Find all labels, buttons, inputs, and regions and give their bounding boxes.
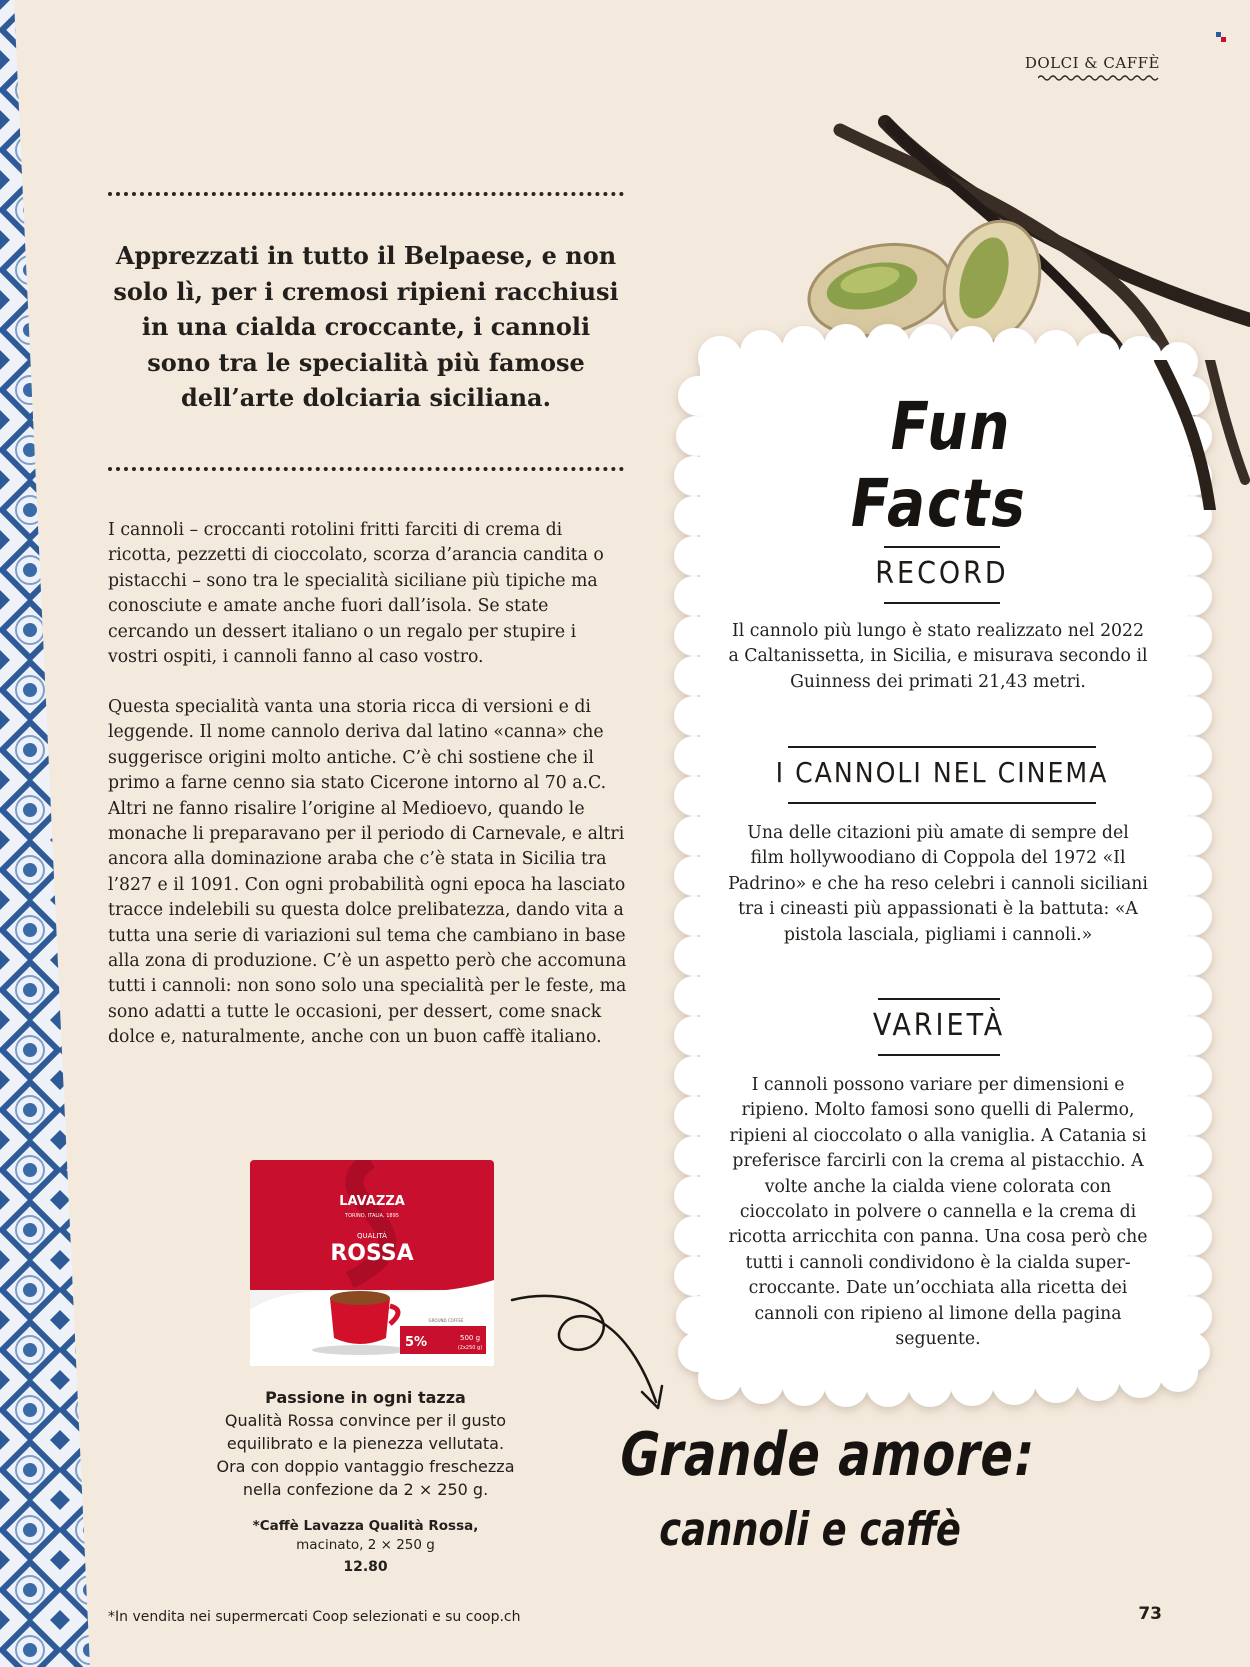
product-name: *Caffè Lavazza Qualità Rossa,: [252, 1518, 479, 1534]
pack-badge: 5%: [404, 1335, 428, 1350]
fact-text-cinema: Una delle citazioni più amate di sempre del film hollywoodiano di Coppola del 1972 «Il Padrino» e che ha reso celebri i cannoli siciliani tra i cineasti più appassionati è la battuta: «A pistola lasciala, pigliami i cannoli.»: [728, 823, 1148, 945]
fact-text-varieta: I cannoli possono variare per dimensioni e ripieno. Molto famosi sono quelli di Palermo, ripieni al cioccolato o alla vaniglia. A Catania si preferisce farcirli con la crema al pistacchio. A volte anche la cialda viene colorata con cioccolato in polvere o cannella e la crema di ricotta arricchita con panna. Una cosa però che tutti i cannoli condividono è la cialda super-croccante. Date un’occhiata alla ricetta dei cannoli con ripieno al limone della pagina seguente.: [728, 1075, 1148, 1350]
fun-facts-title: Fun Facts: [844, 388, 1034, 542]
lavazza-coffee-pack-image: [250, 1160, 494, 1366]
article-paragraph: Questa specialità vanta una storia ricca di versioni e di leggende. Il nome cannolo deriva dal latino «canna» che suggerisce origini molto antiche. C’è chi sostiene che il primo a farne cenno sia stato Cicerone intorno al 70 a.C. Altri ne fanno risalire l’origine al Medioevo, quando le monache li preparavano per il periodo di Carnevale, e altri ancora alla dominazione araba che c’è stata in Sicilia tra l’827 e il 1091. Con ogni probabilità ogni epoca ha lasciato tracce indelebili su questa dolce prelibatezza, dando vita a tutta una serie di variazioni sul tema che cambiano in base alla zona di produzione. C’è un aspetto però che accomuna tutti i cannoli: non sono solo una specialità per le feste, ma sono adatti a tutte le occasioni, per dessert, come snack dolce e, naturalmente, anche con un buon caffè italiano.: [108, 697, 627, 1048]
pack-weight: 500 g: [459, 1334, 481, 1342]
fact-heading-record: RECORD: [875, 556, 1009, 591]
heading-rule-bottom: [884, 602, 1000, 604]
pack-brand: LAVAZZA: [339, 1194, 405, 1209]
pack-ground-label: GROUND COFFEE: [428, 1318, 464, 1323]
page-number: 73: [1138, 1604, 1162, 1624]
heading-rule-top: [878, 998, 1000, 1000]
corner-logo-mark: [1216, 32, 1226, 42]
promo-line: equilibrato e la pienezza vellutata.: [226, 1434, 505, 1453]
promo-line: Qualità Rossa convince per il gusto: [224, 1411, 507, 1430]
promo-description: [188, 1409, 543, 1501]
heading-rule-top: [788, 746, 1096, 748]
fact-heading-cinema: I CANNOLI NEL CINEMA: [775, 756, 1109, 789]
fact-heading-varieta: VARIETÀ: [872, 1008, 1006, 1043]
headline-line-2: cannoli e caffè: [655, 1502, 967, 1556]
vanilla-pod-overlap: [1150, 360, 1250, 510]
product-price: 12.80: [343, 1559, 388, 1575]
heading-rule-bottom: [878, 1054, 1000, 1056]
promo-line: nella confezione da 2 × 250 g.: [242, 1480, 489, 1499]
pack-brand-sub: TORINO, ITALIA, 1895: [345, 1213, 399, 1219]
intro-paragraph: Apprezzati in tutto il Belpaese, e non solo lì, per i cremosi ripieni racchiusi in una cialda croccante, i cannoli sono tra le specialità più famose dell’arte dolciaria siciliana.: [113, 241, 619, 412]
footnote: *In vendita nei supermercati Coop selezionati e su coop.ch: [108, 1609, 521, 1625]
section-label: DOLCI & CAFFÈ: [1024, 54, 1160, 72]
product-description: macinato, 2 × 250 g: [296, 1537, 435, 1553]
promo-title: Passione in ogni tazza: [265, 1388, 466, 1407]
pack-line: QUALITÀ: [357, 1232, 387, 1240]
heading-rule-top: [884, 546, 1000, 548]
headline-line-1: Grande amore:: [613, 1420, 1041, 1490]
pack-weight-sub: (2x250 g): [457, 1345, 483, 1351]
heading-rule-bottom: [788, 802, 1096, 804]
curly-arrow-icon: [508, 1290, 668, 1420]
promo-line: Ora con doppio vantaggio freschezza: [216, 1457, 515, 1476]
fact-text-record: Il cannolo più lungo è stato realizzato nel 2022 a Caltanissetta, in Sicilia, e misurava secondo il Guinness dei primati 21,43 metri.: [728, 621, 1148, 692]
article-paragraph: I cannoli – croccanti rotolini fritti farciti di crema di ricotta, pezzetti di cioccolato, scorza d’arancia candita o pistacchi – sono tra le specialità siciliane più tipiche ma conosciute e amate anche fuori dall’isola. Se state cercando un dessert italiano o un regalo per stupire i vostri ospiti, i cannoli fanno al caso vostro.: [108, 520, 604, 668]
pack-name: ROSSA: [330, 1241, 414, 1266]
